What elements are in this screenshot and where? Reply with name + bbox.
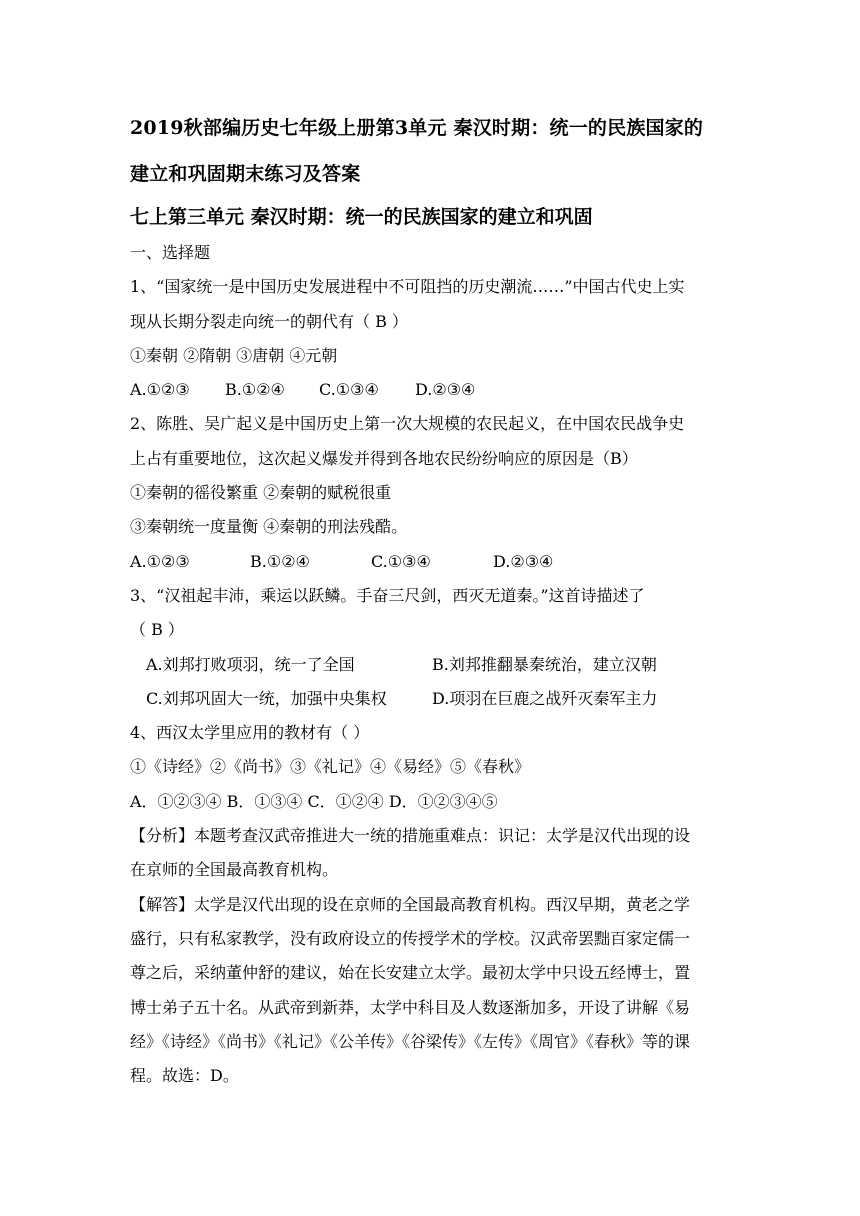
q2-option-b: B.①②④ bbox=[250, 551, 310, 571]
q4-options: A．①②③④ B．①③④ C．①②④ D．①②③④⑤ bbox=[130, 791, 498, 811]
q4-analysis-line-1: 【分析】本题考查汉武帝推进大一统的措施重难点：识记：太学是汉代出现的设 bbox=[130, 826, 691, 846]
q2-option-a: A.①②③ bbox=[130, 551, 190, 571]
q4-answer-line-2: 盛行，只有私家教学，没有政府设立的传授学术的学校。汉武帝罢黜百家定儒一 bbox=[130, 928, 691, 948]
document-content bbox=[130, 113, 738, 1100]
q3-options-row-1 bbox=[130, 655, 738, 675]
q1-option-c: C.①③④ bbox=[319, 380, 379, 400]
q2-stem-line-2: 上占有重要地位，这次起义爆发并得到各地农民纷纷响应的原因是（B） bbox=[130, 448, 638, 468]
q3-options-row-2 bbox=[130, 689, 738, 709]
q1-options bbox=[130, 380, 738, 400]
q4-answer-line-1: 【解答】太学是汉代出现的设在京师的全国最高教育机构。西汉早期，黄老之学 bbox=[130, 894, 691, 914]
q2-options bbox=[130, 552, 738, 572]
q3-option-a: A.刘邦打败项羽，统一了全国 bbox=[146, 654, 355, 674]
section-heading: 一、选择题 bbox=[130, 243, 211, 262]
q4-answer-line-4: 博士弟子五十名。从武帝到新莽，太学中科目及人数逐渐加多，开设了讲解《易 bbox=[130, 997, 691, 1017]
q3-stem-line-1: 3、“汉祖起丰沛，乘运以跃鳞。手奋三尺剑，西灭无道秦。”这首诗描述了 bbox=[130, 585, 645, 605]
q3-option-b: B.刘邦推翻暴秦统治，建立汉朝 bbox=[432, 654, 657, 674]
q2-items-line-1: ①秦朝的徭役繁重 ②秦朝的赋税很重 bbox=[130, 483, 392, 503]
q4-items: ①《诗经》②《尚书》③《礼记》④《易经》⑤《春秋》 bbox=[130, 757, 531, 777]
q2-stem-line-1: 2、陈胜、吴广起义是中国历史上第一次大规模的农民起义，在中国农民战争史 bbox=[130, 414, 685, 434]
q4-stem: 4、西汉太学里应用的教材有（ ） bbox=[130, 723, 370, 743]
q2-option-c: C.①③④ bbox=[371, 551, 431, 571]
q1-items: ①秦朝 ②隋朝 ③唐朝 ④元朝 bbox=[130, 345, 338, 365]
q2-items-line-2: ③秦朝统一度量衡 ④秦朝的刑法残酷。 bbox=[130, 517, 408, 537]
q1-option-d: D.②③④ bbox=[415, 380, 476, 400]
q3-option-c: C.刘邦巩固大一统，加强中央集权 bbox=[146, 688, 387, 708]
q1-stem-line-1: 1、“国家统一是中国历史发展进程中不可阻挡的历史潮流……”中国古代史上实 bbox=[130, 277, 685, 297]
q4-analysis-line-2: 在京师的全国最高教育机构。 bbox=[130, 860, 339, 880]
q1-option-a: A.①②③ bbox=[130, 380, 190, 400]
q4-answer-line-3: 尊之后，采纳董仲舒的建议，始在长安建立太学。最初太学中只设五经博士，置 bbox=[130, 963, 691, 983]
q1-option-b: B.①②④ bbox=[225, 380, 285, 400]
q3-option-d: D.项羽在巨鹿之战歼灭秦军主力 bbox=[432, 688, 658, 708]
q2-option-d: D.②③④ bbox=[493, 551, 554, 571]
q4-answer-line-6: 程。故选：D。 bbox=[130, 1066, 239, 1086]
q4-answer-line-5: 经》《诗经》《尚书》《礼记》《公羊传》《谷梁传》《左传》《周官》《春秋》等的课 bbox=[130, 1031, 691, 1051]
unit-heading: 七上第三单元 秦汉时期：统一的民族国家的建立和巩固 bbox=[130, 206, 593, 228]
q1-stem-line-2: 现从长期分裂走向统一的朝代有（ B ） bbox=[130, 311, 408, 331]
document-title-line-1: 2019秋部编历史七年级上册第3单元 秦汉时期：统一的民族国家的 bbox=[130, 117, 704, 139]
document-title-line-2: 建立和巩固期末练习及答案 bbox=[130, 163, 361, 185]
q3-stem-line-2: （ B ） bbox=[130, 620, 184, 640]
